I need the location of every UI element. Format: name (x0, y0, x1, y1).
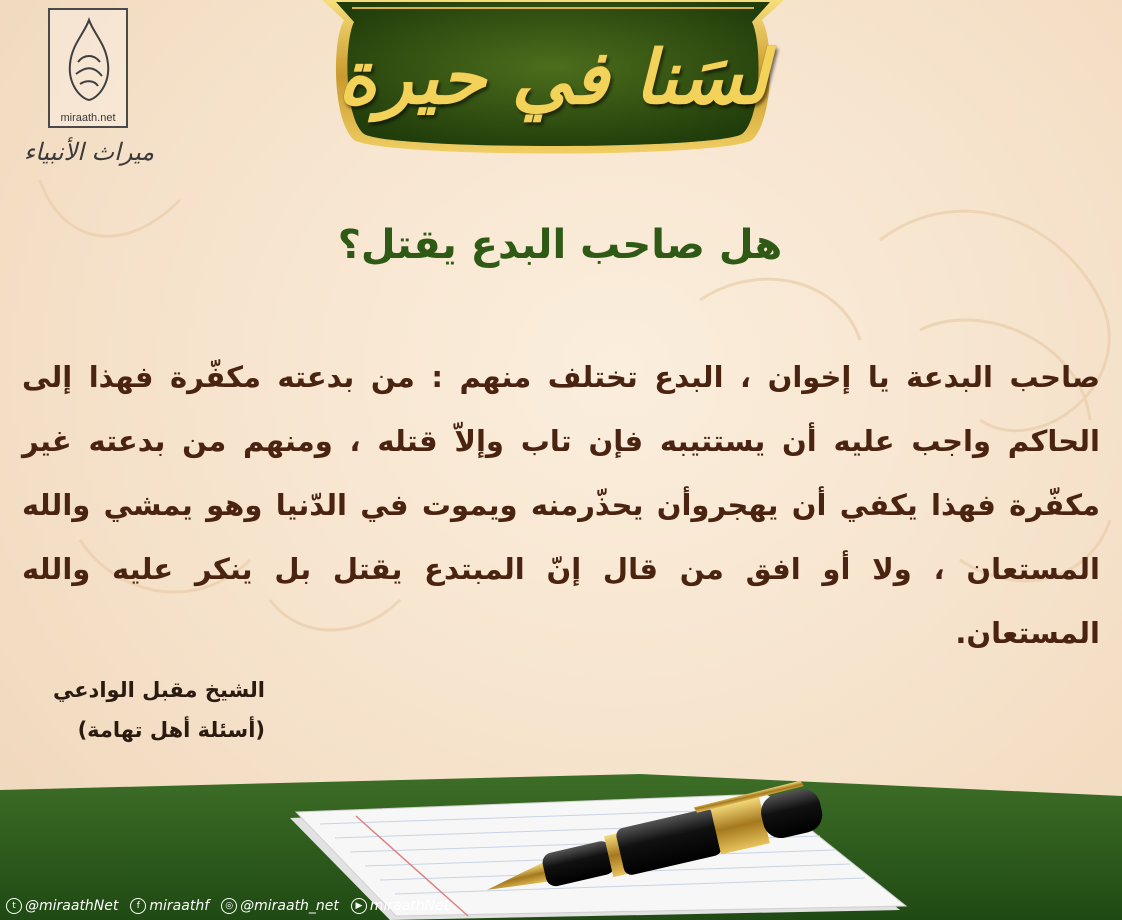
social-label: @miraathNet (25, 898, 119, 914)
answer-text: صاحب البدعة يا إخوان ، البدع تختلف منهم : من بدعته مكفّرة فهذا إلى الحاكم واجب عليه أن يستتيبه فإن تاب وإلاّ قتله ، ومنهم من بدعته غير مكفّرة فهذا يكفي أن يهجروأن يحذّرمنه ويموت في الدّنيا وهو يمشي والله المستعان ، ولا أو افق من قال إنّ المبتدع يقتل بل ينكر عليه والله المستعان. (22, 360, 1100, 650)
social-youtube[interactable] (351, 898, 449, 914)
social-instagram[interactable] (221, 898, 339, 914)
facebook-icon: f (130, 898, 146, 914)
author-name: الشيخ مقبل الوادعي (52, 678, 265, 702)
logo (14, 8, 164, 178)
social-label: miraathf (149, 898, 210, 914)
social-footer (0, 892, 500, 920)
logo-domain: miraath.net (60, 112, 116, 124)
calligraphy-emblem-icon (54, 14, 124, 110)
banner-title: لسَنا في حيرة (338, 35, 768, 121)
logo-name: ميراث الأنبياء (23, 138, 155, 166)
youtube-icon: ▶ (351, 898, 367, 914)
social-twitter[interactable] (6, 898, 118, 914)
social-label: miraathNet (369, 898, 450, 914)
social-facebook[interactable] (130, 898, 209, 914)
logo-box (48, 8, 128, 128)
instagram-icon: ◎ (221, 898, 237, 914)
question-title: هل صاحب البدع يقتل؟ (337, 222, 783, 268)
source-name: (أسئلة أهل تهامة) (77, 718, 265, 742)
attribution (20, 670, 265, 750)
twitter-icon: t (6, 898, 22, 914)
social-label: @miraath_net (240, 898, 339, 914)
